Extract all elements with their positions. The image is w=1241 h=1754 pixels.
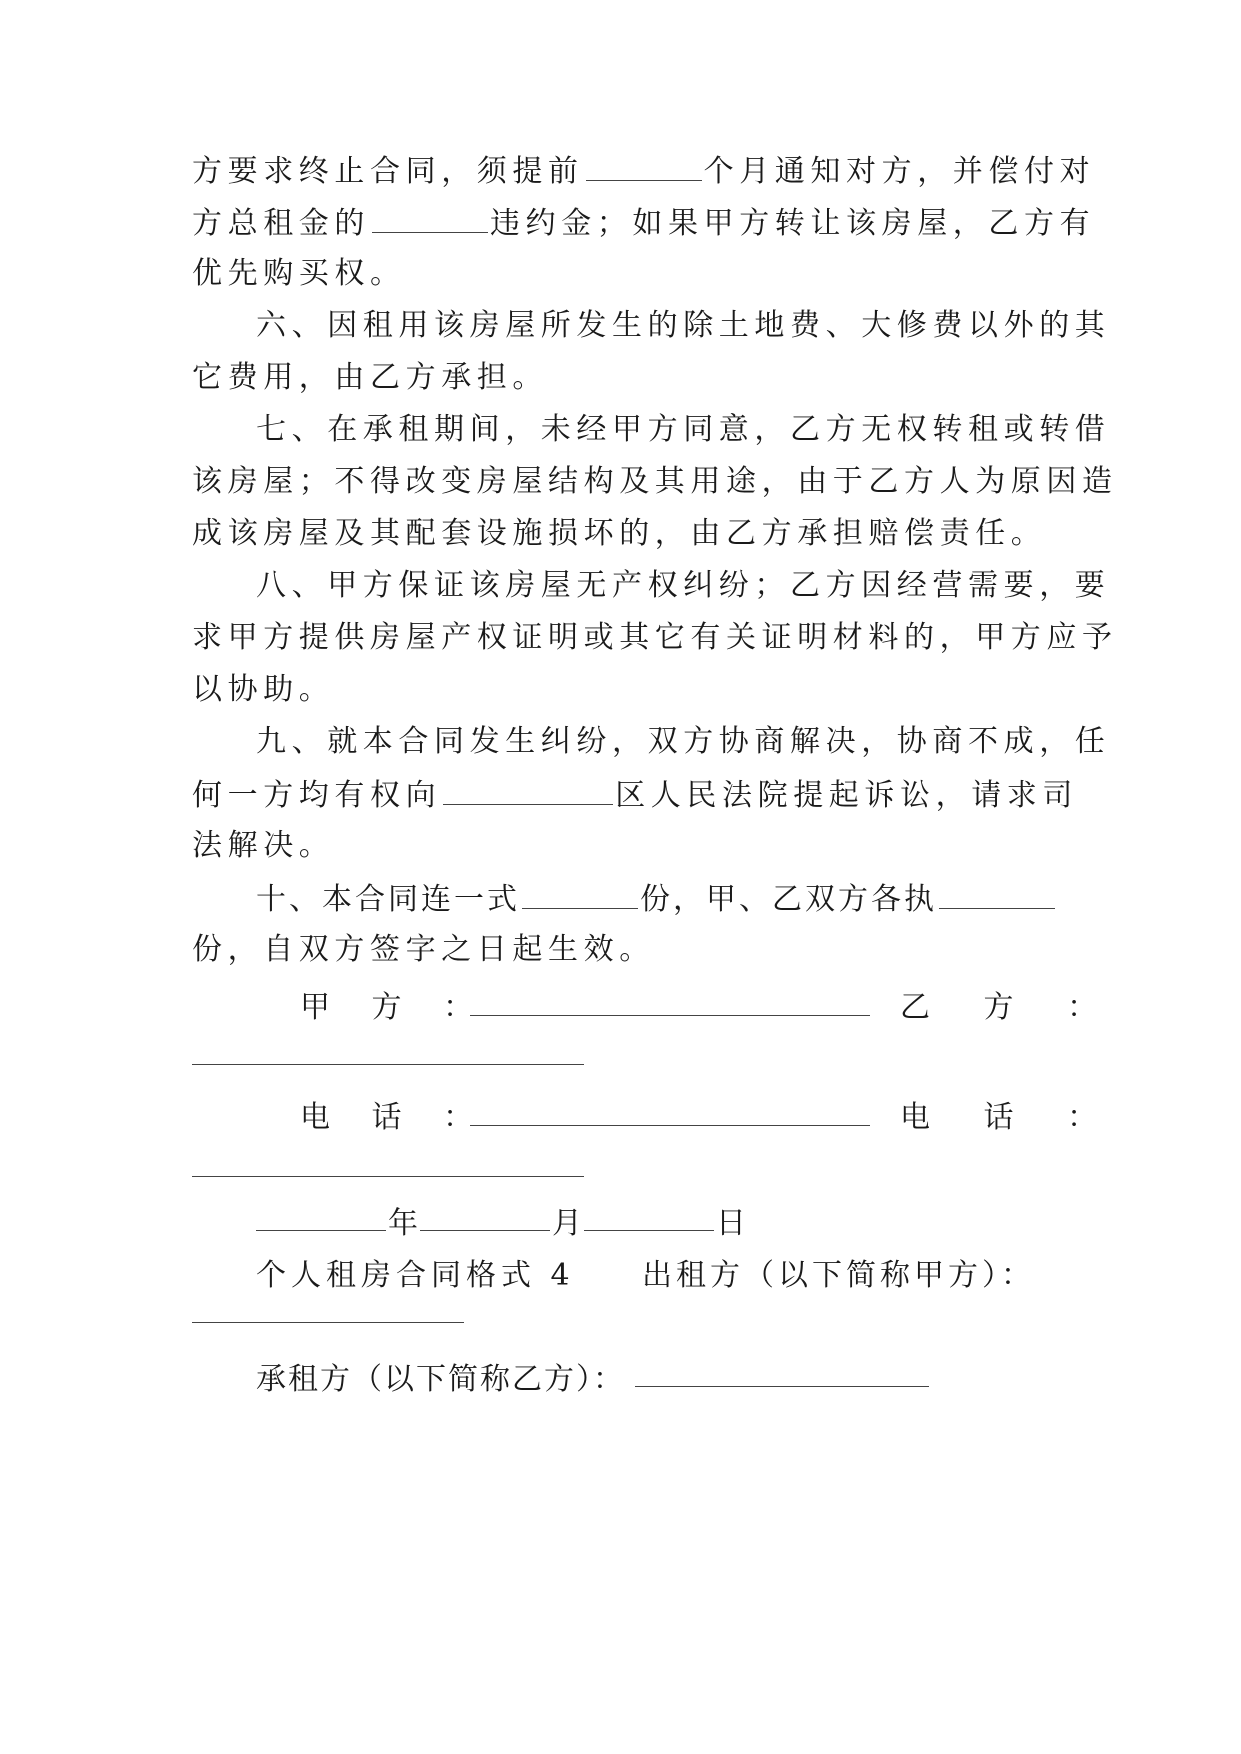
- blank-field: [372, 202, 488, 233]
- paragraph-line: [192, 150, 1096, 190]
- text-segment: 个月通知对方，并偿付对: [703, 154, 1096, 189]
- paragraph-line: 求甲方提供房屋产权证明或其它有关证明材料的，甲方应予: [192, 620, 1118, 655]
- blank-field: [939, 878, 1055, 909]
- clause-eight: 八、甲方保证该房屋无产权纠纷；乙方因经营需要，要: [256, 568, 1111, 603]
- blank-field: [586, 150, 702, 181]
- day-label: 日: [716, 1206, 746, 1241]
- text-segment: 方要求终止合同，须提前: [192, 154, 584, 189]
- month-label: 月: [552, 1206, 582, 1241]
- blank-field: [443, 774, 613, 805]
- party-a-label: 甲 方 ：: [300, 990, 490, 1025]
- lessee-line: [635, 1386, 929, 1387]
- lessor-label: 出租方（以下简称甲方）：: [642, 1258, 1035, 1293]
- paragraph-line: 以协助。: [192, 672, 335, 707]
- text-segment: 十、本合同连一式: [256, 882, 520, 917]
- clause-ten: [256, 878, 1054, 918]
- blank-field: [522, 878, 638, 909]
- paragraph-line: 它费用，由乙方承担。: [192, 360, 548, 395]
- clause-six: 六、因租用该房屋所发生的除土地费、大修费以外的其: [256, 308, 1111, 343]
- day-blank: [584, 1230, 714, 1231]
- paragraph-line: [192, 202, 1096, 242]
- paragraph-line: 成该房屋及其配套设施损坏的，由乙方承担赔偿责任。: [192, 516, 1047, 551]
- party-a-signature-line: [470, 1015, 870, 1016]
- paragraph-line: 优先购买权。: [192, 256, 406, 291]
- clause-seven: 七、在承租期间，未经甲方同意，乙方无权转租或转借: [256, 412, 1111, 447]
- phone-a-label: 电 话 ：: [300, 1100, 490, 1135]
- party-b-signature-line: [192, 1064, 584, 1065]
- month-blank: [420, 1230, 550, 1231]
- year-label: 年: [388, 1206, 418, 1241]
- party-b-label: 乙 方 ：: [900, 990, 1120, 1025]
- paragraph-line: [192, 774, 1079, 814]
- paragraph-line: 该房屋；不得改变房屋结构及其用途，由于乙方人为原因造: [192, 464, 1118, 499]
- year-blank: [256, 1230, 386, 1231]
- text-segment: 方总租金的: [192, 206, 370, 241]
- clause-nine: 九、就本合同发生纠纷，双方协商解决，协商不成，任: [256, 724, 1111, 759]
- text-segment: 区人民法院提起诉讼，请求司: [615, 778, 1079, 813]
- lessee-label: 承租方（以下简称乙方）：: [256, 1362, 625, 1397]
- text-segment: 违约金；如果甲方转让该房屋，乙方有: [490, 206, 1096, 241]
- phone-a-line: [470, 1125, 870, 1126]
- phone-b-line: [192, 1176, 584, 1177]
- paragraph-line: 份，自双方签字之日起生效。: [192, 932, 655, 967]
- lessor-line: [192, 1322, 464, 1323]
- text-segment: 何一方均有权向: [192, 778, 442, 813]
- phone-b-label: 电 话 ：: [900, 1100, 1120, 1135]
- text-segment: 份，甲、乙双方各执: [640, 882, 937, 917]
- paragraph-line: 法解决。: [192, 828, 335, 863]
- contract-format-title: 个人租房合同格式 4: [256, 1258, 575, 1293]
